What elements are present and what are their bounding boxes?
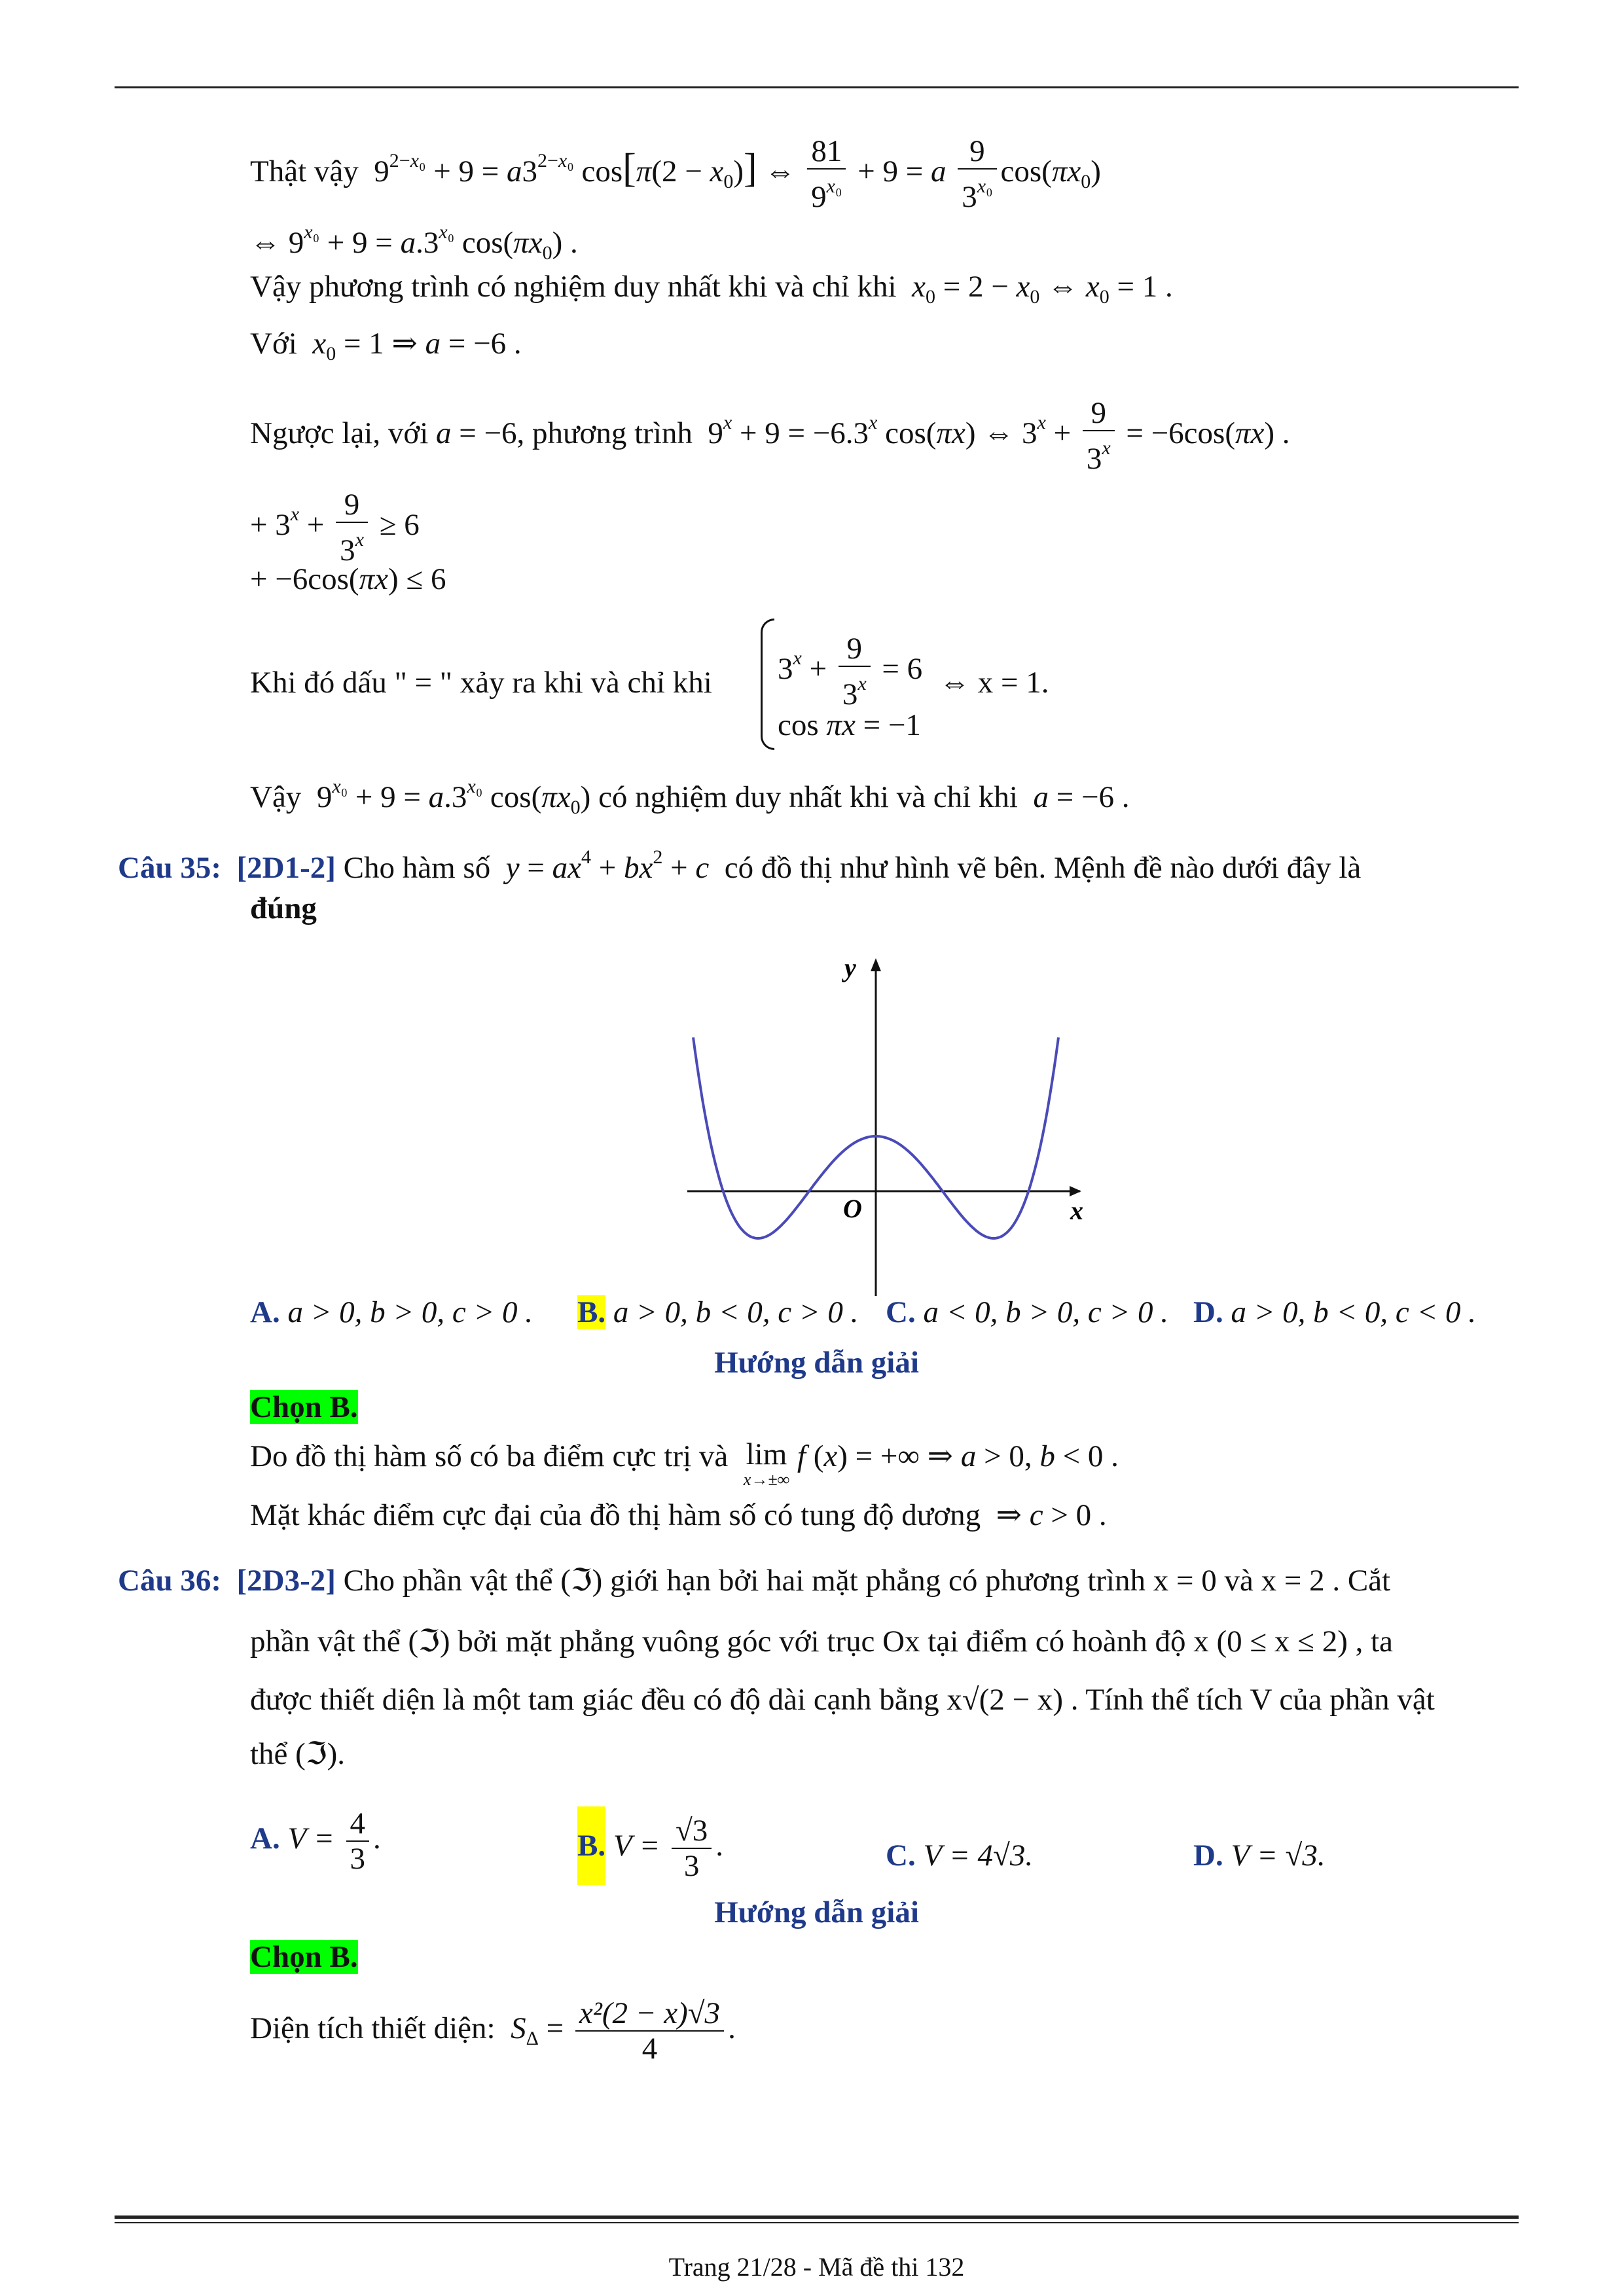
solution-line-9: Vậy $9^{x_0} + 9 = a.3^{x_0}$ $\cos(\pi x_0)$ có nghiệm duy nhất khi và chỉ khi a = −6 . [250,776,1130,818]
line5-mid: , phương trình [516,416,693,450]
page-footer: Trang 21/28 - Mã đề thi 132 [668,2252,965,2282]
option-num: √3 [672,1814,712,1849]
sol-num: x²(2 − x)√3 [575,1996,724,2032]
line1-prefix: Thật vậy [250,154,359,188]
option-text: V = 4√3. [923,1839,1034,1873]
option-den: 3 [683,1849,700,1884]
line8-result: ⇔ x = 1. [939,666,1049,700]
sol2-prefix: Mặt khác điểm cực đại của đồ thị hàm số có tung độ dương [250,1498,981,1532]
solution-line-4: Với $x_0 = 1$ ⇒ a = −6 . [250,327,522,365]
x-axis-label: x [1070,1196,1083,1225]
q36-option-a[interactable] [250,1806,381,1876]
option-key: B. [577,1295,606,1329]
line4-prefix: Với [250,327,297,361]
q35-line2 [250,889,317,928]
solution-line-7: + −6cos(πx) ≤ 6 [250,562,446,596]
y-axis-arrow [871,958,881,971]
question-label: Câu 35: [118,851,221,885]
question-tag: [2D3-2] [236,1564,336,1598]
question-tag: [2D1-2] [236,851,336,885]
q36-option-d[interactable] [1193,1836,1326,1875]
q35-option-d[interactable] [1193,1293,1476,1332]
question-36 [118,1561,1390,1600]
q35-guide-title: Hướng dẫn giải [714,1346,919,1380]
q36-guide-title: Hướng dẫn giải [714,1895,919,1929]
option-text: a > 0, b > 0, c > 0 . [287,1295,533,1329]
sol-lhs: S [511,2011,526,2045]
system-eq-2: cos πx = −1 [778,708,921,742]
function-graph [681,949,1100,1302]
choice-label: Chọn B. [250,1940,358,1974]
q35-text2: có đồ thị như hình vẽ bên. Mệnh đề nào dưới đây là [724,851,1362,885]
sol1-prefix: Do đồ thị hàm số có ba điểm cực trị và [250,1439,729,1473]
q36-option-b[interactable] [577,1806,723,1885]
q36-choice [250,1937,358,1977]
solution-line-2: ⇔ $9^{x_0} + 9 = a.3^{x_0}$ $\cos(\pi x_0)$ . [250,221,578,264]
q35-option-a[interactable] [250,1293,533,1332]
footer-rule-thick [115,2215,1519,2219]
y-axis-label: y [844,953,856,982]
q35-option-c[interactable] [886,1293,1168,1332]
q36-line2: phần vật thể (ℑ) bởi mặt phẳng vuông góc với trục Ox tại điểm có hoành độ x (0 ≤ x ≤ 2) , ta [250,1624,1394,1659]
solution-line-1 [250,134,1101,214]
solution-line-6: + $3^x$ + $\frac{9}{3^x}$ ≥ 6 [250,488,420,567]
origin-label: O [843,1194,862,1223]
option-text: a > 0, b < 0, c > 0 . [613,1295,859,1329]
q35-text1: Cho hàm số [343,851,491,885]
header-rule [115,86,1519,88]
x-axis-arrow [1070,1186,1081,1196]
option-num: 4 [346,1806,370,1842]
line9-mid: có nghiệm duy nhất khi và chỉ khi [598,780,1018,814]
sol-lhs-sub: Δ [526,2027,539,2049]
q35-solution-1: Do đồ thị hàm số có ba điểm cực trị và lim x→±∞ f (x) = +∞ ⇒ a > 0, b < 0 . [250,1437,1119,1489]
solution-line-8 [250,663,712,702]
option-den: 3 [350,1842,366,1876]
choice-label: Chọn B. [250,1390,358,1424]
q35-choice [250,1388,358,1427]
option-text: a < 0, b > 0, c > 0 . [923,1295,1168,1329]
q36-option-c[interactable] [886,1836,1033,1875]
option-text: V = √3. [1231,1839,1326,1873]
q36-solution: Diện tích thiết diện: $S_\Delta$ = $\frac{\text{x²(2 − x)√3}}{4}$ . [250,1996,736,2066]
option-key: D. [1193,1839,1223,1873]
option-tail: . [715,1829,723,1863]
line3-text: Vậy phương trình có nghiệm duy nhất khi và chỉ khi [250,270,897,304]
option-tail: . [373,1821,381,1856]
option-key: D. [1193,1295,1223,1329]
q36-row4 [250,1734,345,1774]
line8-prefix: Khi đó dấu " = " xảy ra khi và chỉ khi [250,666,712,700]
option-key: C. [886,1839,916,1873]
system-eq-1: $3^x$ + $\frac{9}{3^x}$ = 6 [778,632,923,711]
q36-row3 [250,1680,1435,1719]
sol-prefix: Diện tích thiết diện: [250,2011,496,2045]
footer-rule-thin [115,2222,1519,2223]
question-label: Câu 36: [118,1564,221,1598]
option-key: A. [250,1821,280,1856]
option-key: A. [250,1295,280,1329]
option-text: a > 0, b < 0, c < 0 . [1231,1295,1476,1329]
q36-line4: thể (ℑ). [250,1737,345,1771]
system-result [939,663,1049,702]
q36-row2 [250,1622,1393,1661]
solution-line-5: Ngược lại, với a = −6, phương trình $9^x + 9 = -6.3^x$ cos(πx) ⇔ $3^x$ + $\frac{9}{3^x}$ = −6cos(πx) . [250,396,1290,476]
option-key: B. [577,1806,605,1885]
line1-math: $9^{2-x_0} + 9 = a3^{2-x_0}$ $\cos[\pi(2 - x_0)]$ ⇔ $\frac{81}{9^{x_0}}$ + 9 = a $\frac{9}{3^{x_0}}$ $\cos(\pi x_0)$ [366,134,1101,214]
q36-line1: Cho phần vật thể (ℑ) giới hạn bởi hai mặt phẳng có phương trình x = 0 và x = 2 . Cắt [343,1564,1391,1598]
q35-solution-2: Mặt khác điểm cực đại của đồ thị hàm số có tung độ dương ⇒ c > 0 . [250,1498,1107,1532]
q36-line3: được thiết diện là một tam giác đều có độ dài cạnh bằng x√(2 − x) . Tính thể tích V của phần vật [250,1683,1435,1717]
option-key: C. [886,1295,916,1329]
q35-option-b[interactable] [577,1293,858,1332]
question-35: Câu 35: [2D1-2] Cho hàm số $y = ax^4 + bx^2 + c$ có đồ thị như hình vẽ bên. Mệnh đề nào dưới đây là [118,846,1362,885]
solution-line-3: Vậy phương trình có nghiệm duy nhất khi và chỉ khi $x_0 = 2 - x_0$ ⇔ $x_0 = 1$ . [250,270,1173,308]
system-brace [761,619,774,750]
q35-text3: đúng [250,891,317,925]
line5-prefix: Ngược lại, với [250,416,429,450]
limit-subscript: x→±∞ [743,1470,790,1489]
option-lhs: V = [613,1829,660,1863]
sol-den: 4 [641,2032,658,2066]
line9-prefix: Vậy [250,780,302,814]
option-lhs: V = [287,1821,334,1856]
